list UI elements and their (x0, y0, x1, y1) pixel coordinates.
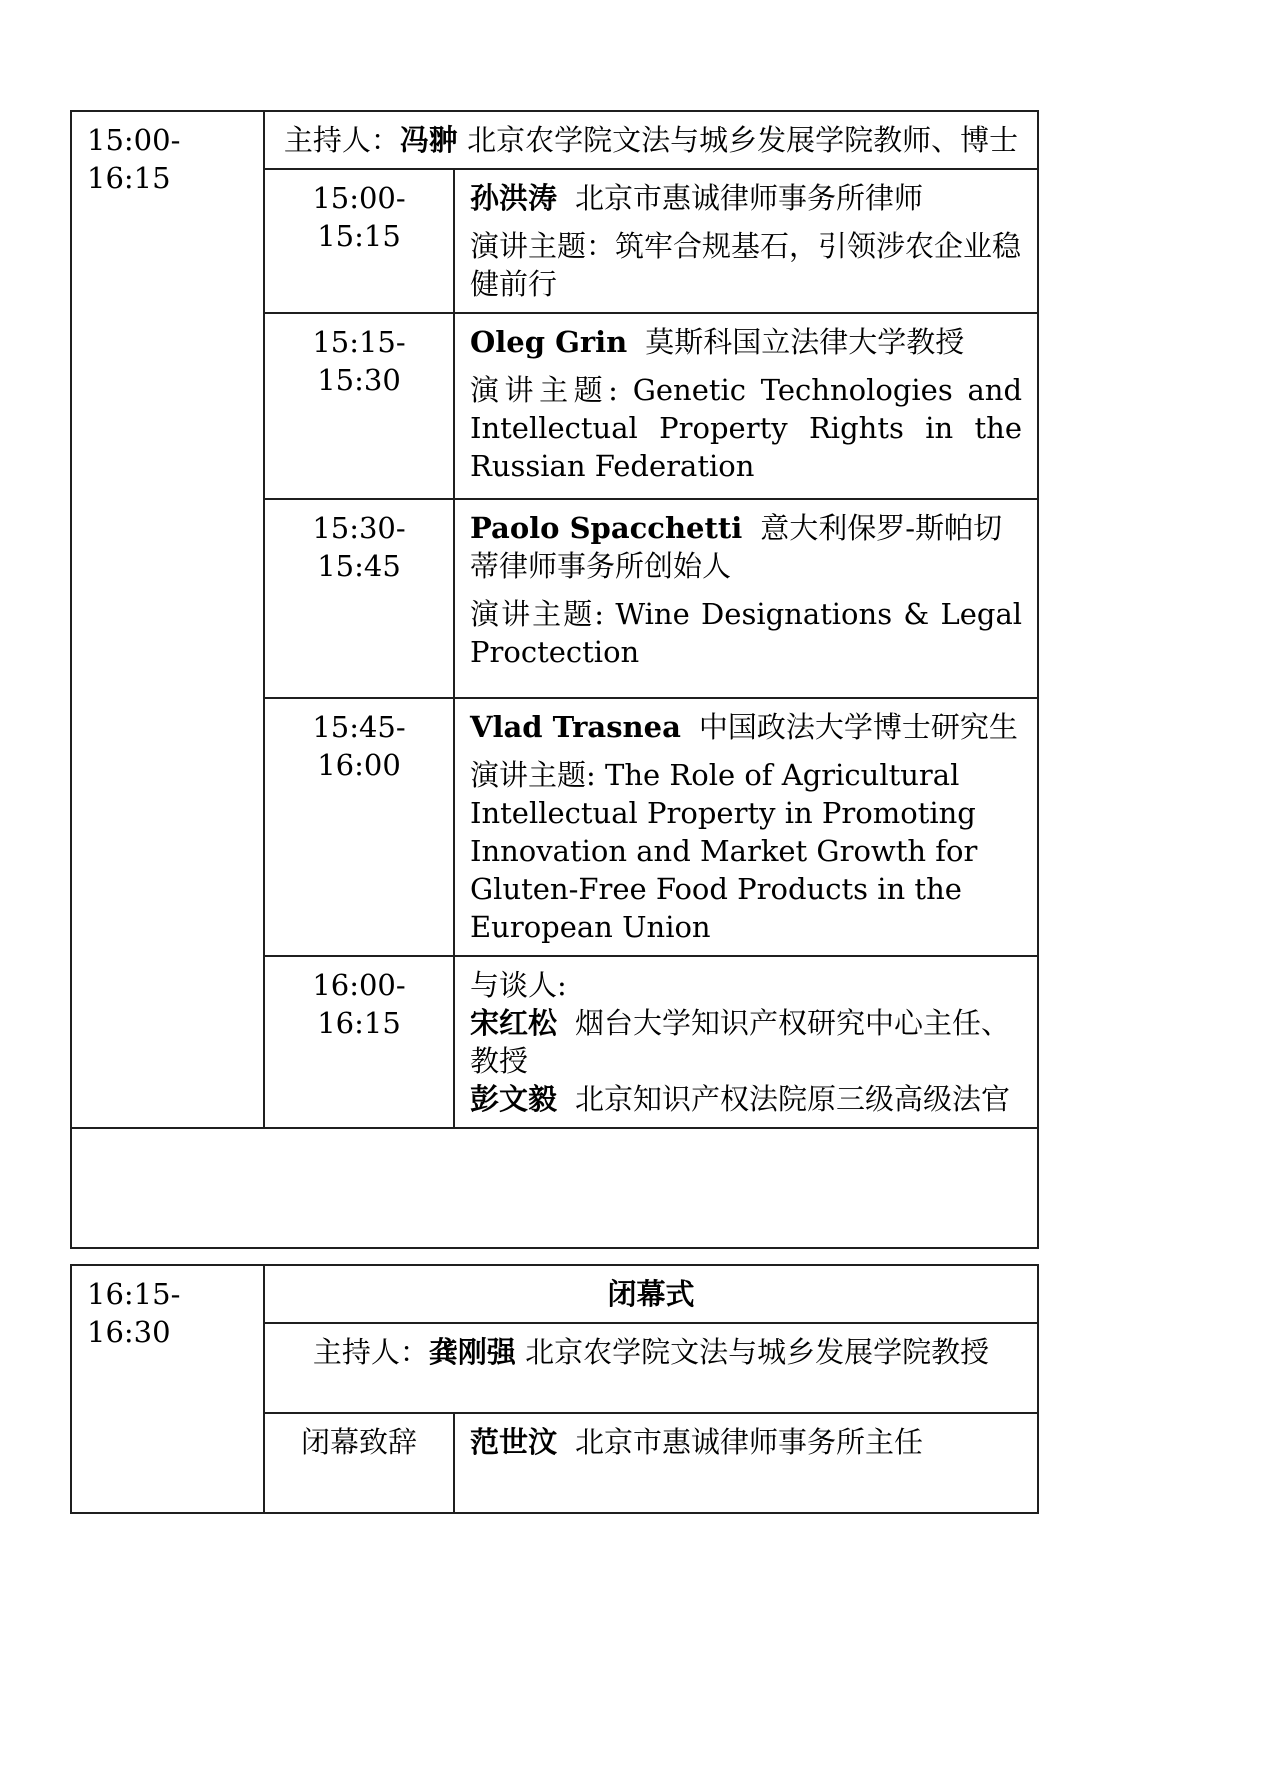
topic-label: 演讲主题: (470, 597, 616, 631)
speaker-line (470, 179, 1022, 217)
moderator-label: 主持人： (283, 123, 400, 157)
time-range-end: 16:30 (87, 1315, 171, 1349)
closing-ceremony-title: 闭幕式 (264, 1265, 1038, 1323)
slot-content-cell (454, 169, 1038, 313)
empty-cell (71, 1128, 1038, 1248)
topic-text: Genetic Technologies and Intellectual Property Rights in the Russian Federation (470, 373, 1023, 483)
closing-speaker-name: 范世汶 (470, 1425, 558, 1459)
slot-time-cell: 15:00-15:15 (264, 169, 454, 313)
topic-text: 筑牢合规基石，引领涉农企业稳健前行 (470, 229, 1022, 301)
topic-text: Wine Designations & Legal Proctection (470, 597, 1023, 669)
closing-speaker-title: 北京市惠诚律师事务所主任 (575, 1425, 924, 1459)
closing-moderator-cell (264, 1323, 1038, 1413)
panelist-name: 彭文毅 (470, 1082, 558, 1116)
agenda-tables (70, 110, 1039, 1514)
speaker-affiliation: 莫斯科国立法律大学教授 (645, 325, 965, 359)
talk-topic (470, 756, 1022, 946)
slot-time-cell: 15:30-15:45 (264, 499, 454, 698)
slot-content-cell (454, 313, 1038, 499)
moderator-label: 主持人： (312, 1335, 429, 1369)
speaker-name: Vlad Trasnea (470, 710, 681, 744)
speaker-affiliation: 中国政法大学博士研究生 (698, 710, 1018, 744)
speaker-name: Paolo Spacchetti (470, 511, 743, 545)
slot-time-cell: 15:45-16:00 (264, 698, 454, 956)
talk-topic (470, 371, 1022, 485)
closing-table (70, 1264, 1039, 1514)
topic-label: 演讲主题: (470, 758, 605, 792)
moderator-title: 北京农学院文法与城乡发展学院教师、博士 (467, 123, 1019, 157)
time-range-start: 15:00- (87, 123, 181, 157)
panelist-title: 北京知识产权法院原三级高级法官 (575, 1082, 1011, 1116)
session-table (70, 110, 1039, 1249)
spacer-row (71, 1128, 1038, 1248)
speaker-name: 孙洪涛 (470, 181, 558, 215)
panelist-line (470, 1080, 1022, 1118)
closing-remarks-label: 闭幕致辞 (264, 1413, 454, 1513)
topic-label: 演讲主题： (470, 229, 616, 263)
panelist-name: 宋红松 (470, 1006, 558, 1040)
slot-content-cell (454, 499, 1038, 698)
time-range-end: 16:15 (87, 161, 171, 195)
moderator-name: 冯翀 (399, 123, 458, 157)
slot-content-cell (454, 698, 1038, 956)
topic-label: 演讲主题: (470, 373, 633, 407)
moderator-name: 龚刚强 (428, 1335, 516, 1369)
closing-title-row (71, 1265, 1038, 1323)
moderator-cell (264, 111, 1038, 169)
speaker-line (470, 708, 1022, 746)
closing-remarks-cell (454, 1413, 1038, 1513)
session-time-range-cell (71, 111, 264, 1128)
talk-topic (470, 227, 1022, 303)
discussants-label: 与谈人: (470, 968, 567, 1002)
talk-topic (470, 595, 1022, 671)
speaker-line (470, 509, 1022, 585)
time-range-start: 16:15- (87, 1277, 181, 1311)
host-row (71, 111, 1038, 169)
topic-text: The Role of Agricultural Intellectual Property in Promoting Innovation and Market Growth for Gluten-Free Food Products in the European Union (470, 758, 978, 944)
speaker-line (470, 323, 1022, 361)
closing-time-range-cell (71, 1265, 264, 1513)
speaker-affiliation: 意大利保罗-斯帕切蒂律师事务所创始人 (470, 511, 1003, 583)
discussion-content-cell (454, 956, 1038, 1128)
slot-time-cell: 16:00-16:15 (264, 956, 454, 1128)
panelist-line (470, 1004, 1022, 1080)
slot-time-cell: 15:15-15:30 (264, 313, 454, 499)
moderator-title: 北京农学院文法与城乡发展学院教授 (525, 1335, 990, 1369)
panelist-title: 烟台大学知识产权研究中心主任、教授 (470, 1006, 1011, 1078)
speaker-affiliation: 北京市惠诚律师事务所律师 (575, 181, 924, 215)
speaker-name: Oleg Grin (470, 325, 628, 359)
